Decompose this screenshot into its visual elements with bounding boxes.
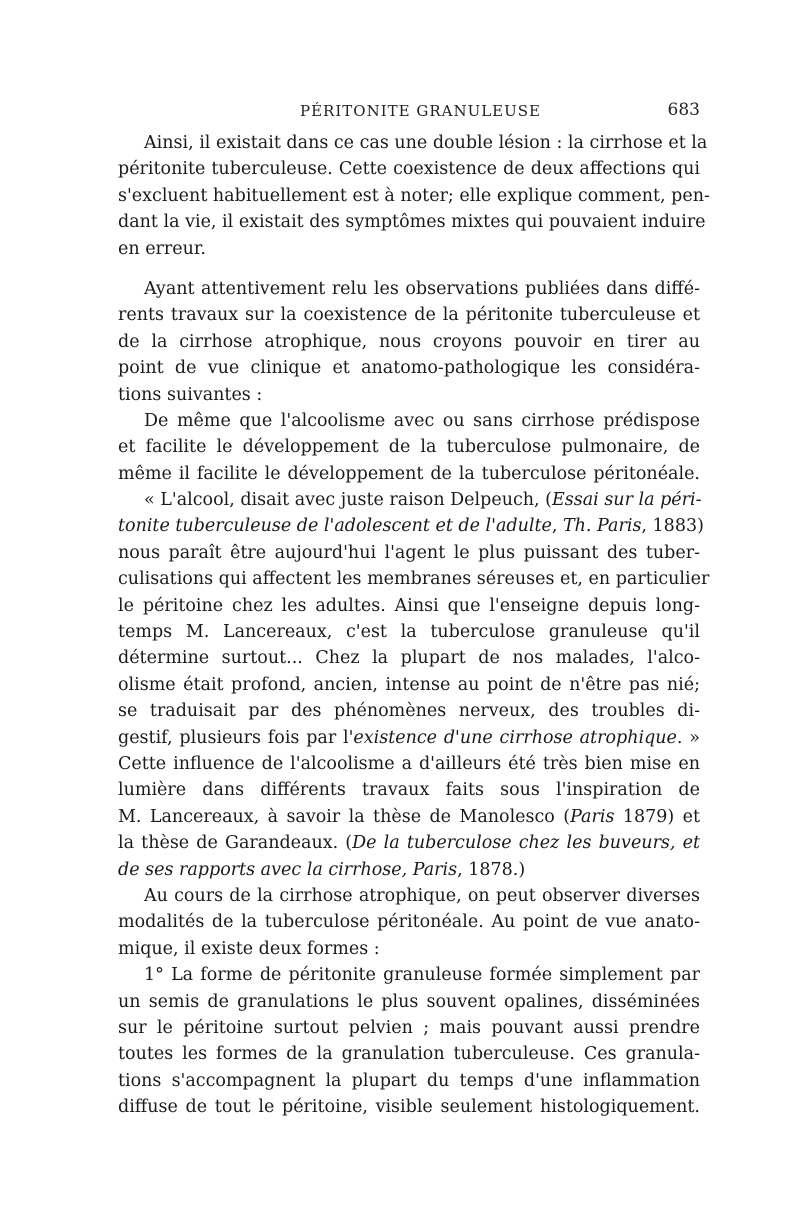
paragraph <box>118 962 700 1120</box>
paragraph <box>118 883 700 962</box>
text-line: tions suivantes : <box>118 384 263 405</box>
paragraph-gap <box>118 262 700 276</box>
paragraph <box>118 408 710 883</box>
text-line: nous paraît être aujourd'hui l'agent le plus puissant des tuber- <box>118 542 700 563</box>
running-title: PÉRITONITE GRANULEUSE <box>300 102 541 120</box>
body-text <box>118 130 710 1120</box>
text-line: olisme était profond, ancien, intense au point de n'être pas nié; <box>118 674 700 695</box>
text-run: la thèse de Garandeaux. ( <box>118 833 353 854</box>
text-line <box>118 725 700 751</box>
text-run: « L'alcool, disait avec juste raison Delpeuch, ( <box>144 490 552 511</box>
text-line: Au cours de la cirrhose atrophique, on peut observer diverses <box>144 885 700 906</box>
text-line: toutes les formes de la granulation tuberculeuse. Ces granula- <box>118 1044 700 1065</box>
paragraph <box>118 130 710 262</box>
text-line: péritonite tuberculeuse. Cette coexistence de deux affections qui <box>118 159 700 180</box>
text-line: temps M. Lancereaux, c'est la tuberculose granuleuse qu'il <box>118 622 700 643</box>
text-line: sur le péritoine surtout pelvien ; mais pouvant aussi prendre <box>118 1017 700 1038</box>
text-run: , <box>551 516 563 537</box>
text-line: 1° La forme de péritonite granuleuse formée simplement par <box>144 965 700 986</box>
page-number: 683 <box>667 100 700 120</box>
text-line: détermine surtout... Chez la plupart de nos malades, l'alco- <box>118 648 700 669</box>
citation-source: Paris <box>570 806 615 827</box>
text-line: modalités de la tuberculose péritonéale. Au point de vue anato- <box>118 912 700 933</box>
citation-title: De la tuberculose chez les buveurs, et <box>352 833 701 854</box>
text-line: rents travaux sur la coexistence de la péritonite tuberculeuse et <box>118 305 700 326</box>
text-line: culisations qui affectent les membranes séreuses et, en particulier <box>118 569 710 590</box>
text-line: de la cirrhose atrophique, nous croyons pouvoir en tirer au <box>118 331 700 352</box>
text-line: et facilite le développement de la tuberculose pulmonaire, de <box>118 437 700 458</box>
text-line: De même que l'alcoolisme avec ou sans cirrhose prédispose <box>144 410 700 431</box>
text-line <box>118 804 700 830</box>
citation-title: Essai sur la péri- <box>552 490 702 511</box>
text-run: , 1878.) <box>457 859 526 880</box>
text-line: mique, il existe deux formes : <box>118 938 380 959</box>
citation-title: tonite tuberculeuse de l'adolescent et de l'adulte <box>118 516 552 537</box>
emphasis: existence d'une cirrhose atrophique <box>353 727 677 748</box>
text-line: point de vue clinique et anatomo-pathologique les considéra- <box>118 358 700 379</box>
text-line <box>118 487 700 513</box>
text-line: en erreur. <box>118 238 206 259</box>
text-line: un semis de granulations le plus souvent opalines, disséminées <box>118 991 700 1012</box>
text-line: Ayant attentivement relu les observations publiées dans diffé- <box>144 278 700 299</box>
text-line <box>118 513 704 539</box>
text-line: s'excluent habituellement est à noter; elle explique comment, pen- <box>118 185 710 206</box>
page-header <box>118 100 700 126</box>
text-line: diffuse de tout le péritoine, visible seulement histologiquement. <box>118 1097 700 1118</box>
text-line: lumière dans différents travaux faits sous l'inspiration de <box>118 780 700 801</box>
text-run: 1879) et <box>614 806 700 827</box>
text-line: Cette influence de l'alcoolisme a d'ailleurs été très bien mise en <box>118 753 700 774</box>
text-run: , 1883) <box>641 516 704 537</box>
citation-title: de ses rapports avec la cirrhose, Paris <box>118 859 458 880</box>
text-line: tions s'accompagnent la plupart du temps d'une inflammation <box>118 1070 700 1091</box>
text-run: . » <box>676 727 700 748</box>
text-run: M. Lancereaux, à savoir la thèse de Manolesco ( <box>118 806 571 827</box>
text-line: se traduisait par des phénomènes nerveux, des troubles di- <box>118 701 700 722</box>
text-line: même il facilite le développement de la tuberculose péritonéale. <box>118 463 700 484</box>
citation-source: Th. Paris <box>562 516 642 537</box>
text-line <box>118 857 700 883</box>
text-run: gestif, plusieurs fois par l' <box>118 727 354 748</box>
text-line: dant la vie, il existait des symptômes mixtes qui pouvaient induire <box>118 212 706 233</box>
text-line <box>118 830 700 856</box>
text-line: le péritoine chez les adultes. Ainsi que l'enseigne depuis long- <box>118 595 700 616</box>
text-line: Ainsi, il existait dans ce cas une double lésion : la cirrhose et la <box>144 133 708 153</box>
paragraph <box>118 276 700 408</box>
